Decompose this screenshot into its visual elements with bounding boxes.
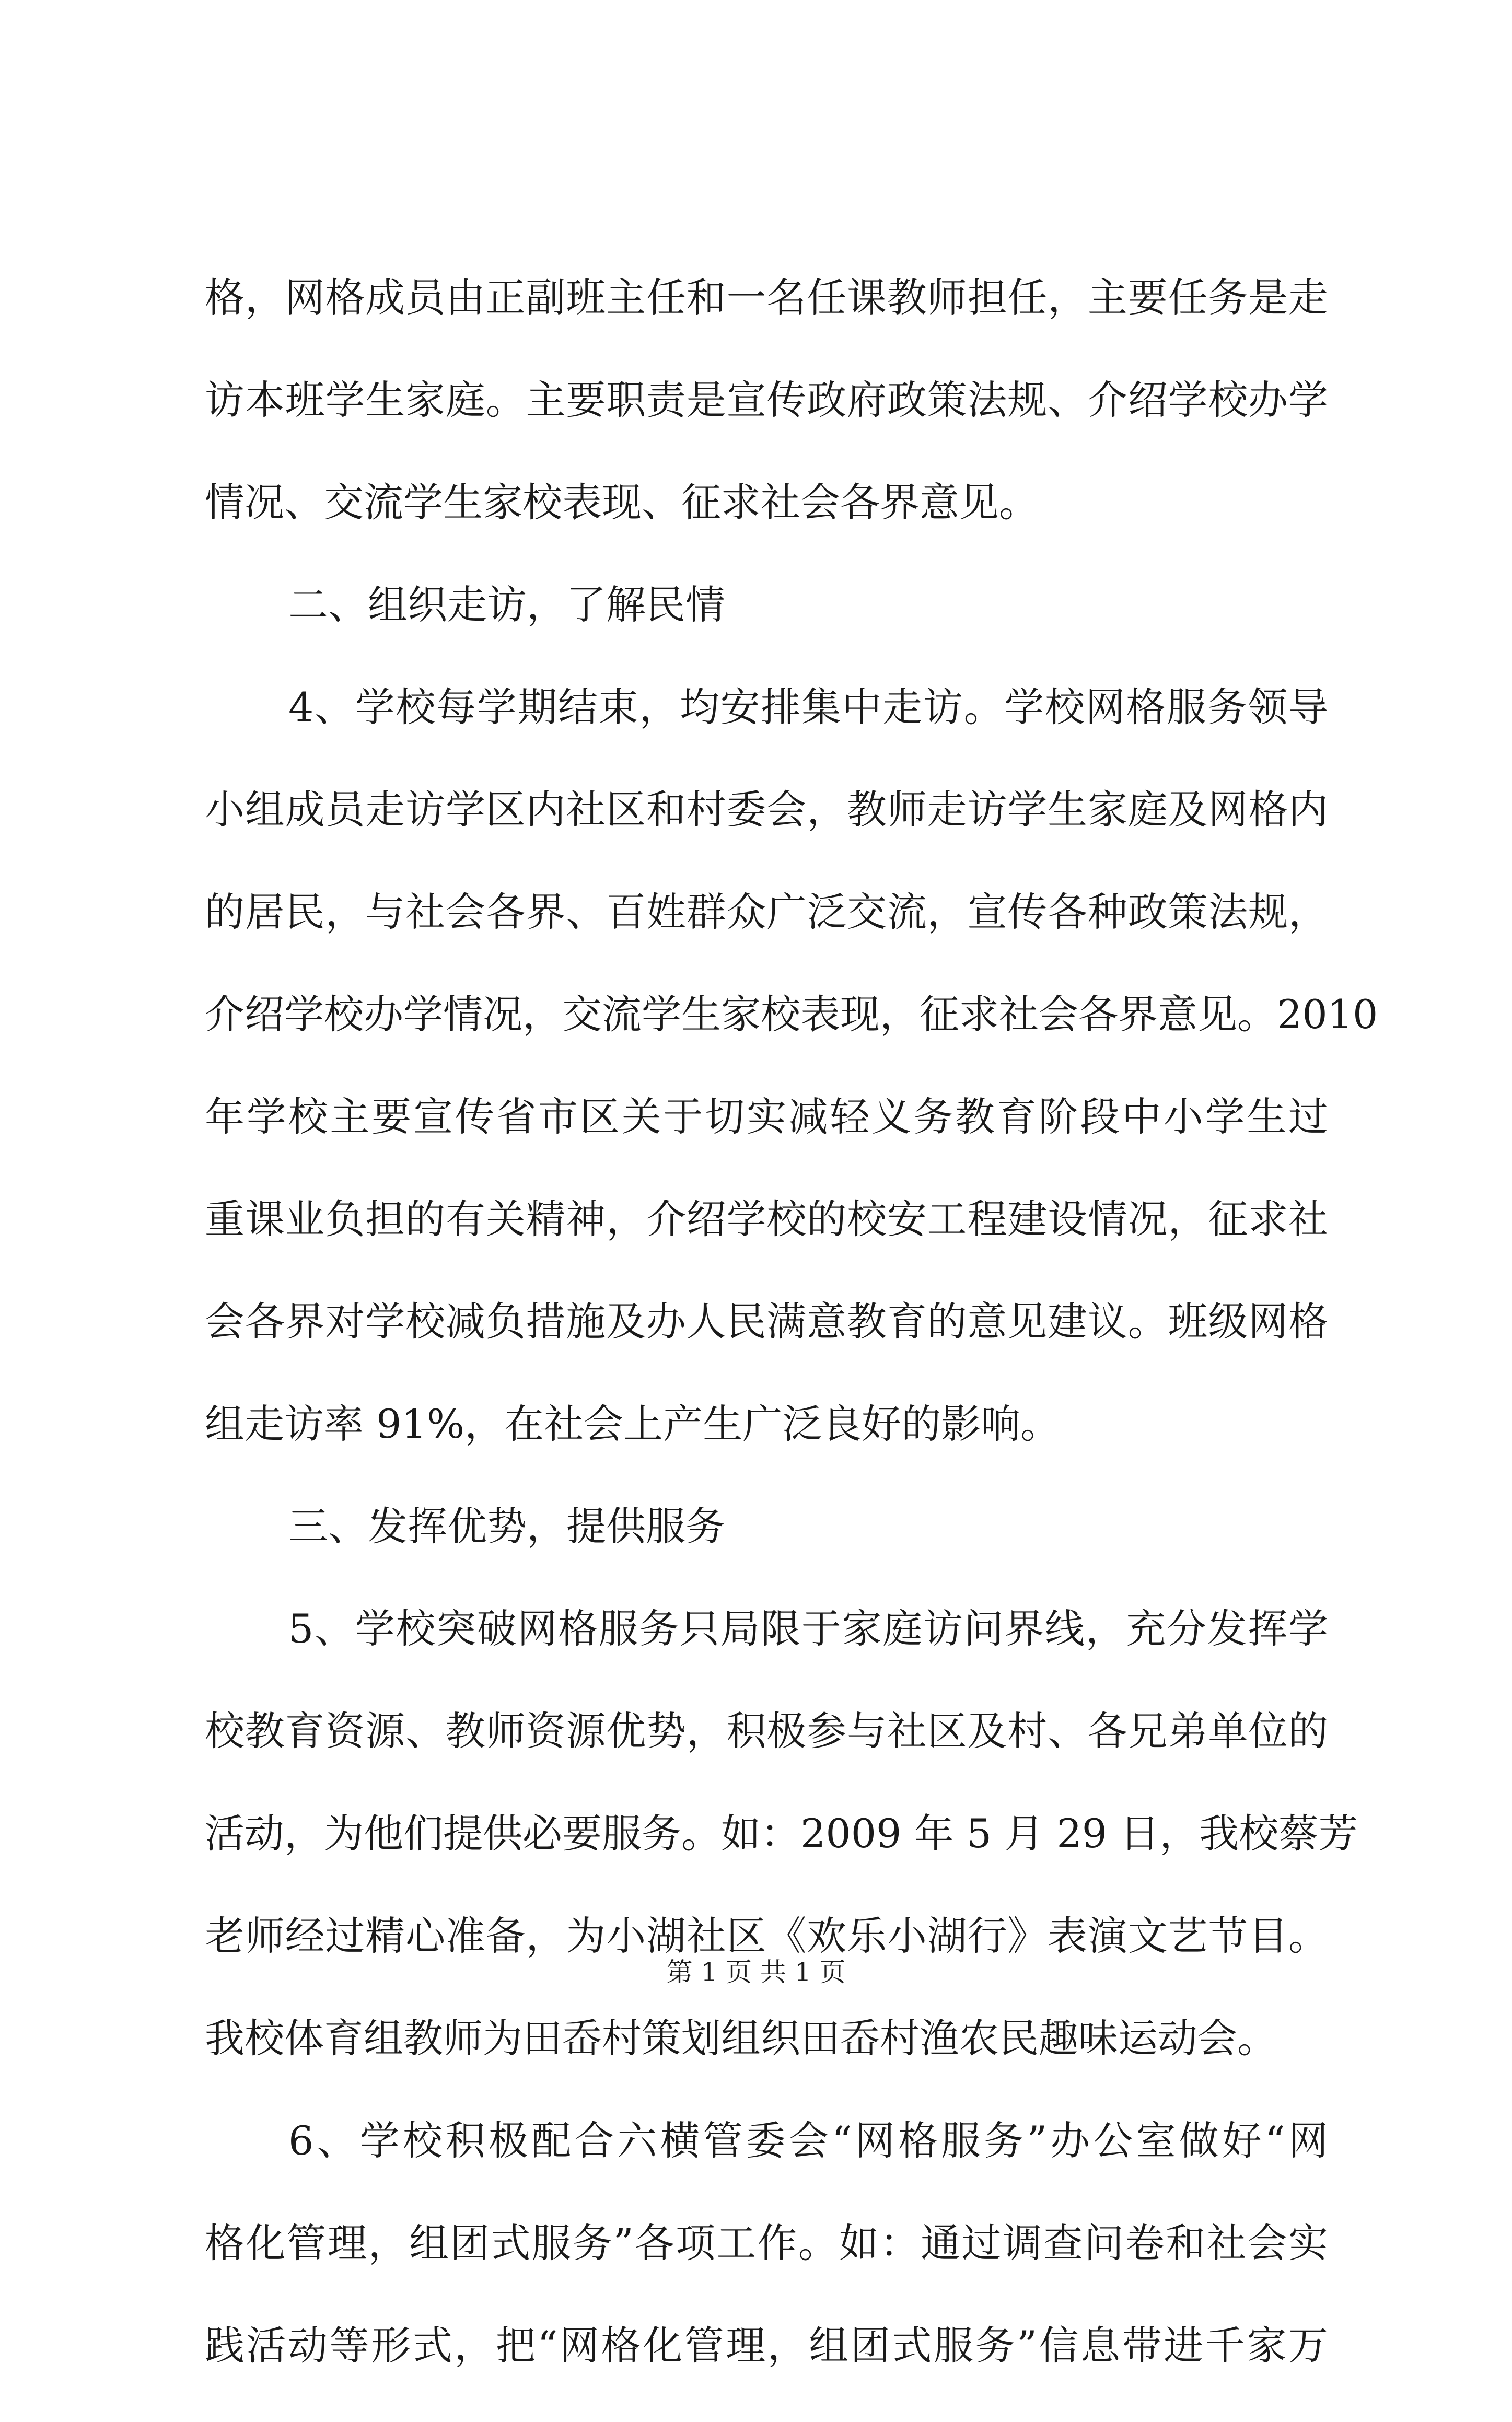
page-footer	[0, 1957, 1512, 1988]
text-line: 重课业负担的有关精神，介绍学校的校安工程建设情况，征求社	[205, 1196, 1328, 1242]
text-line: 访本班学生家庭。主要职责是宣传政府政策法规、介绍学校办学	[205, 377, 1328, 423]
text-line: 校教育资源、教师资源优势，积极参与社区及村、各兄弟单位的	[205, 1708, 1328, 1754]
text-line: 组走访率 91%，在社会上产生广泛良好的影响。	[205, 1401, 1061, 1447]
page-number-label: 第 1 页 共 1 页	[666, 1957, 846, 1987]
text-line: 践活动等形式，把“网格化管理，组团式服务”信息带进千家万	[205, 2322, 1328, 2369]
document-body	[205, 272, 1378, 2422]
text-line: 5、学校突破网格服务只局限于家庭访问界线，充分发挥学	[288, 1605, 1328, 1652]
text-line: 格化管理，组团式服务”各项工作。如：通过调查问卷和社会实	[205, 2220, 1328, 2266]
text-line: 年学校主要宣传省市区关于切实减轻义务教育阶段中小学生过	[205, 1093, 1328, 1140]
text-line: 介绍学校办学情况，交流学生家校表现，征求社会各界意见。2010	[205, 991, 1378, 1038]
text-line: 老师经过精心准备，为小湖社区《欢乐小湖行》表演文艺节目。	[205, 1913, 1328, 1959]
text-line: 小组成员走访学区内社区和村委会，教师走访学生家庭及网格内	[205, 786, 1328, 833]
section-heading: 三、发挥优势，提供服务	[288, 1503, 725, 1550]
text-line: 活动，为他们提供必要服务。如：2009 年 5 月 29 日，我校蔡芳	[205, 1810, 1358, 1857]
text-line: 的居民，与社会各界、百姓群众广泛交流，宣传各种政策法规，	[205, 889, 1328, 935]
text-line: 4、学校每学期结束，均安排集中走访。学校网格服务领导	[288, 684, 1328, 730]
section-heading: 二、组织走访，了解民情	[288, 581, 725, 628]
text-line: 6、学校积极配合六横管委会“网格服务”办公室做好“网	[288, 2117, 1328, 2164]
text-line: 会各界对学校减负措施及办人民满意教育的意见建议。班级网格	[205, 1298, 1328, 1345]
text-line: 情况、交流学生家校表现、征求社会各界意见。	[205, 479, 1039, 526]
text-line: 我校体育组教师为田岙村策划组织田岙村渔农民趣味运动会。	[205, 2015, 1277, 2062]
text-line: 格，网格成员由正副班主任和一名任课教师担任，主要任务是走	[205, 274, 1328, 321]
